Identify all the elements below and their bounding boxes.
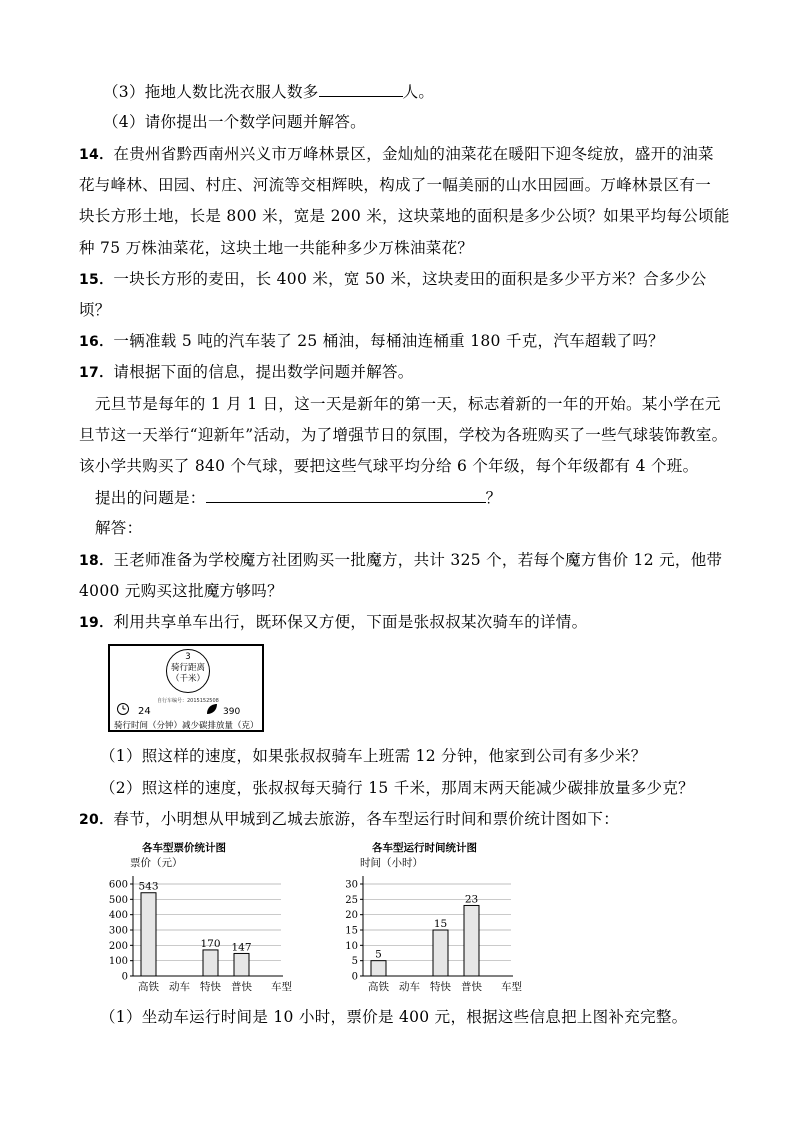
q20-text: 春节，小明想从甲城到乙城去旅游，各车型运行时间和票价统计图如下：: [113, 810, 619, 828]
q18-line1: [79, 549, 722, 572]
q13-part3-unit: 人。: [402, 83, 435, 101]
data-label: 5: [375, 948, 382, 961]
q17-answer-label: 解答：: [95, 519, 143, 537]
x-tick-label: 动车: [169, 981, 190, 993]
bar: [141, 893, 156, 976]
q19-sub1: （1）照这样的速度，如果张叔叔骑车上班需 12 分钟，他家到公司有多少米？: [100, 747, 647, 765]
q13-part3: [103, 80, 434, 103]
x-axis-label: 车型: [501, 981, 522, 993]
q17-number: 17．: [79, 365, 114, 381]
x-tick-label: 特快: [200, 981, 221, 993]
q15-number: 15．: [79, 272, 114, 288]
y-tick-label: 600: [108, 879, 128, 891]
y-tick-label: 15: [345, 925, 358, 937]
bike-ride-card: [108, 644, 264, 732]
x-tick-label: 特快: [430, 981, 451, 993]
answer-blank[interactable]: [319, 80, 403, 97]
bike-bottom-label: 骑行时间（分钟）减少碳排放量（克）: [114, 721, 259, 731]
clock-icon: [116, 702, 130, 716]
q17-line4: 该小学共购买了 840 个气球，要把这些气球平均分给 6 个年级，每个年级都有 4 个班。: [79, 457, 699, 475]
distance-value: 3: [185, 652, 191, 662]
y-tick-label: 10: [345, 940, 358, 952]
x-tick-label: 动车: [399, 981, 420, 993]
chart-title: 各车型票价统计图: [142, 842, 226, 854]
q15-line1: [79, 268, 707, 291]
carbon-value: 390: [223, 707, 241, 717]
q20-sub1: （1）坐动车运行时间是 10 小时，票价是 400 元，根据这些信息把上图补充完整。: [100, 1008, 688, 1026]
data-label: 543: [138, 880, 159, 893]
q14-line4: 种 75 万株油菜花，这块土地一共能种多少万株油菜花？: [79, 239, 474, 257]
q19-text: 利用共享单车出行，既环保又方便，下面是张叔叔某次骑车的详情。: [113, 613, 588, 631]
x-tick-label: 普快: [231, 981, 252, 993]
q18-line2: 4000 元购买这批魔方够吗？: [79, 582, 283, 600]
x-tick-label: 普快: [461, 981, 482, 993]
distance-label: 骑行距离: [170, 663, 205, 673]
y-tick-label: 25: [345, 894, 358, 906]
q13-part4: （4）请你提出一个数学问题并解答。: [103, 113, 366, 131]
time-chart: [330, 838, 540, 998]
q14-line1: [79, 143, 714, 166]
q18-number: 18．: [79, 553, 114, 569]
y-tick-label: 100: [108, 956, 128, 968]
distance-unit: （千米）: [170, 674, 205, 684]
distance-circle: [166, 649, 210, 693]
q15-text-1: 一块长方形的麦田，长 400 米，宽 50 米，这块麦田的面积是多少平方米？合多少公: [113, 270, 707, 288]
y-axis-label: 时间（小时）: [360, 857, 423, 869]
x-axis-label: 车型: [271, 981, 292, 993]
question-blank[interactable]: [206, 486, 486, 503]
q14-number: 14．: [79, 147, 114, 163]
q14-text-1: 在贵州省黔西南州兴义市万峰林景区，金灿灿的油菜花在暖阳下迎冬绽放，盛开的油菜: [113, 145, 714, 163]
q14-line3: 块长方形土地，长是 800 米，宽是 200 米，这块菜地的面积是多少公顷？如果平均每公顷能: [79, 207, 730, 225]
q16-line1: [79, 330, 664, 353]
q17-line1: [79, 361, 414, 384]
y-tick-label: 500: [108, 894, 128, 906]
q17-question-label: 提出的问题是：: [95, 489, 206, 507]
bike-number: 自行车编号：2015152508: [157, 698, 219, 704]
y-tick-label: 30: [345, 879, 358, 891]
q14-line2: 花与峰林、田园、村庄、河流等交相辉映，构成了一幅美丽的山水田园画。万峰林景区有一: [79, 176, 712, 194]
data-label: 147: [231, 941, 252, 954]
q20-line1: [79, 808, 619, 831]
bar: [464, 905, 479, 976]
data-label: 23: [464, 893, 479, 906]
y-tick-label: 300: [108, 925, 128, 937]
y-tick-label: 20: [345, 910, 358, 922]
q16-text: 一辆准载 5 吨的汽车装了 25 桶油，每桶油连桶重 180 千克，汽车超载了吗？: [113, 332, 664, 350]
q19-number: 19．: [79, 615, 114, 631]
y-tick-label: 0: [121, 971, 128, 983]
x-tick-label: 高铁: [368, 981, 389, 993]
q17-line3: 旦节这一天举行“迎新年”活动，为了增强节日的氛围，学校为各班购买了一些气球装饰教室。: [79, 426, 728, 444]
q18-text-1: 王老师准备为学校魔方社团购买一批魔方，共计 325 个，若每个魔方售价 12 元，他带: [113, 551, 723, 569]
q17-question-mark: ？: [485, 489, 502, 507]
bar: [433, 930, 448, 976]
data-label: 170: [200, 937, 221, 950]
y-tick-label: 400: [108, 910, 128, 922]
q19-sub2: （2）照这样的速度，张叔叔每天骑行 15 千米，那周末两天能减少碳排放量多少克？: [100, 779, 694, 797]
y-tick-label: 0: [351, 971, 358, 983]
q15-line2: 顷？: [79, 301, 111, 319]
x-tick-label: 高铁: [138, 981, 159, 993]
bar: [234, 953, 249, 976]
data-label: 15: [433, 918, 448, 930]
y-tick-label: 200: [108, 940, 128, 952]
q17-line5: [95, 486, 501, 509]
q20-number: 20．: [79, 812, 114, 828]
bar: [203, 950, 218, 976]
q13-part3-text: （3）拖地人数比洗衣服人数多: [103, 83, 319, 101]
price-chart: [100, 838, 310, 998]
leaf-icon: [205, 702, 219, 716]
time-value: 24: [138, 706, 151, 717]
chart-title: 各车型运行时间统计图: [372, 842, 477, 854]
q17-line2: 元旦节是每年的 1 月 1 日，这一天是新年的第一天，标志着新的一年的开始。某小学在元: [95, 395, 721, 413]
bar: [371, 961, 386, 976]
y-axis-label: 票价（元）: [130, 857, 183, 869]
q19-line1: [79, 611, 587, 634]
y-tick-label: 5: [351, 956, 358, 968]
q16-number: 16．: [79, 334, 114, 350]
q17-text-1: 请根据下面的信息，提出数学问题并解答。: [113, 363, 414, 381]
